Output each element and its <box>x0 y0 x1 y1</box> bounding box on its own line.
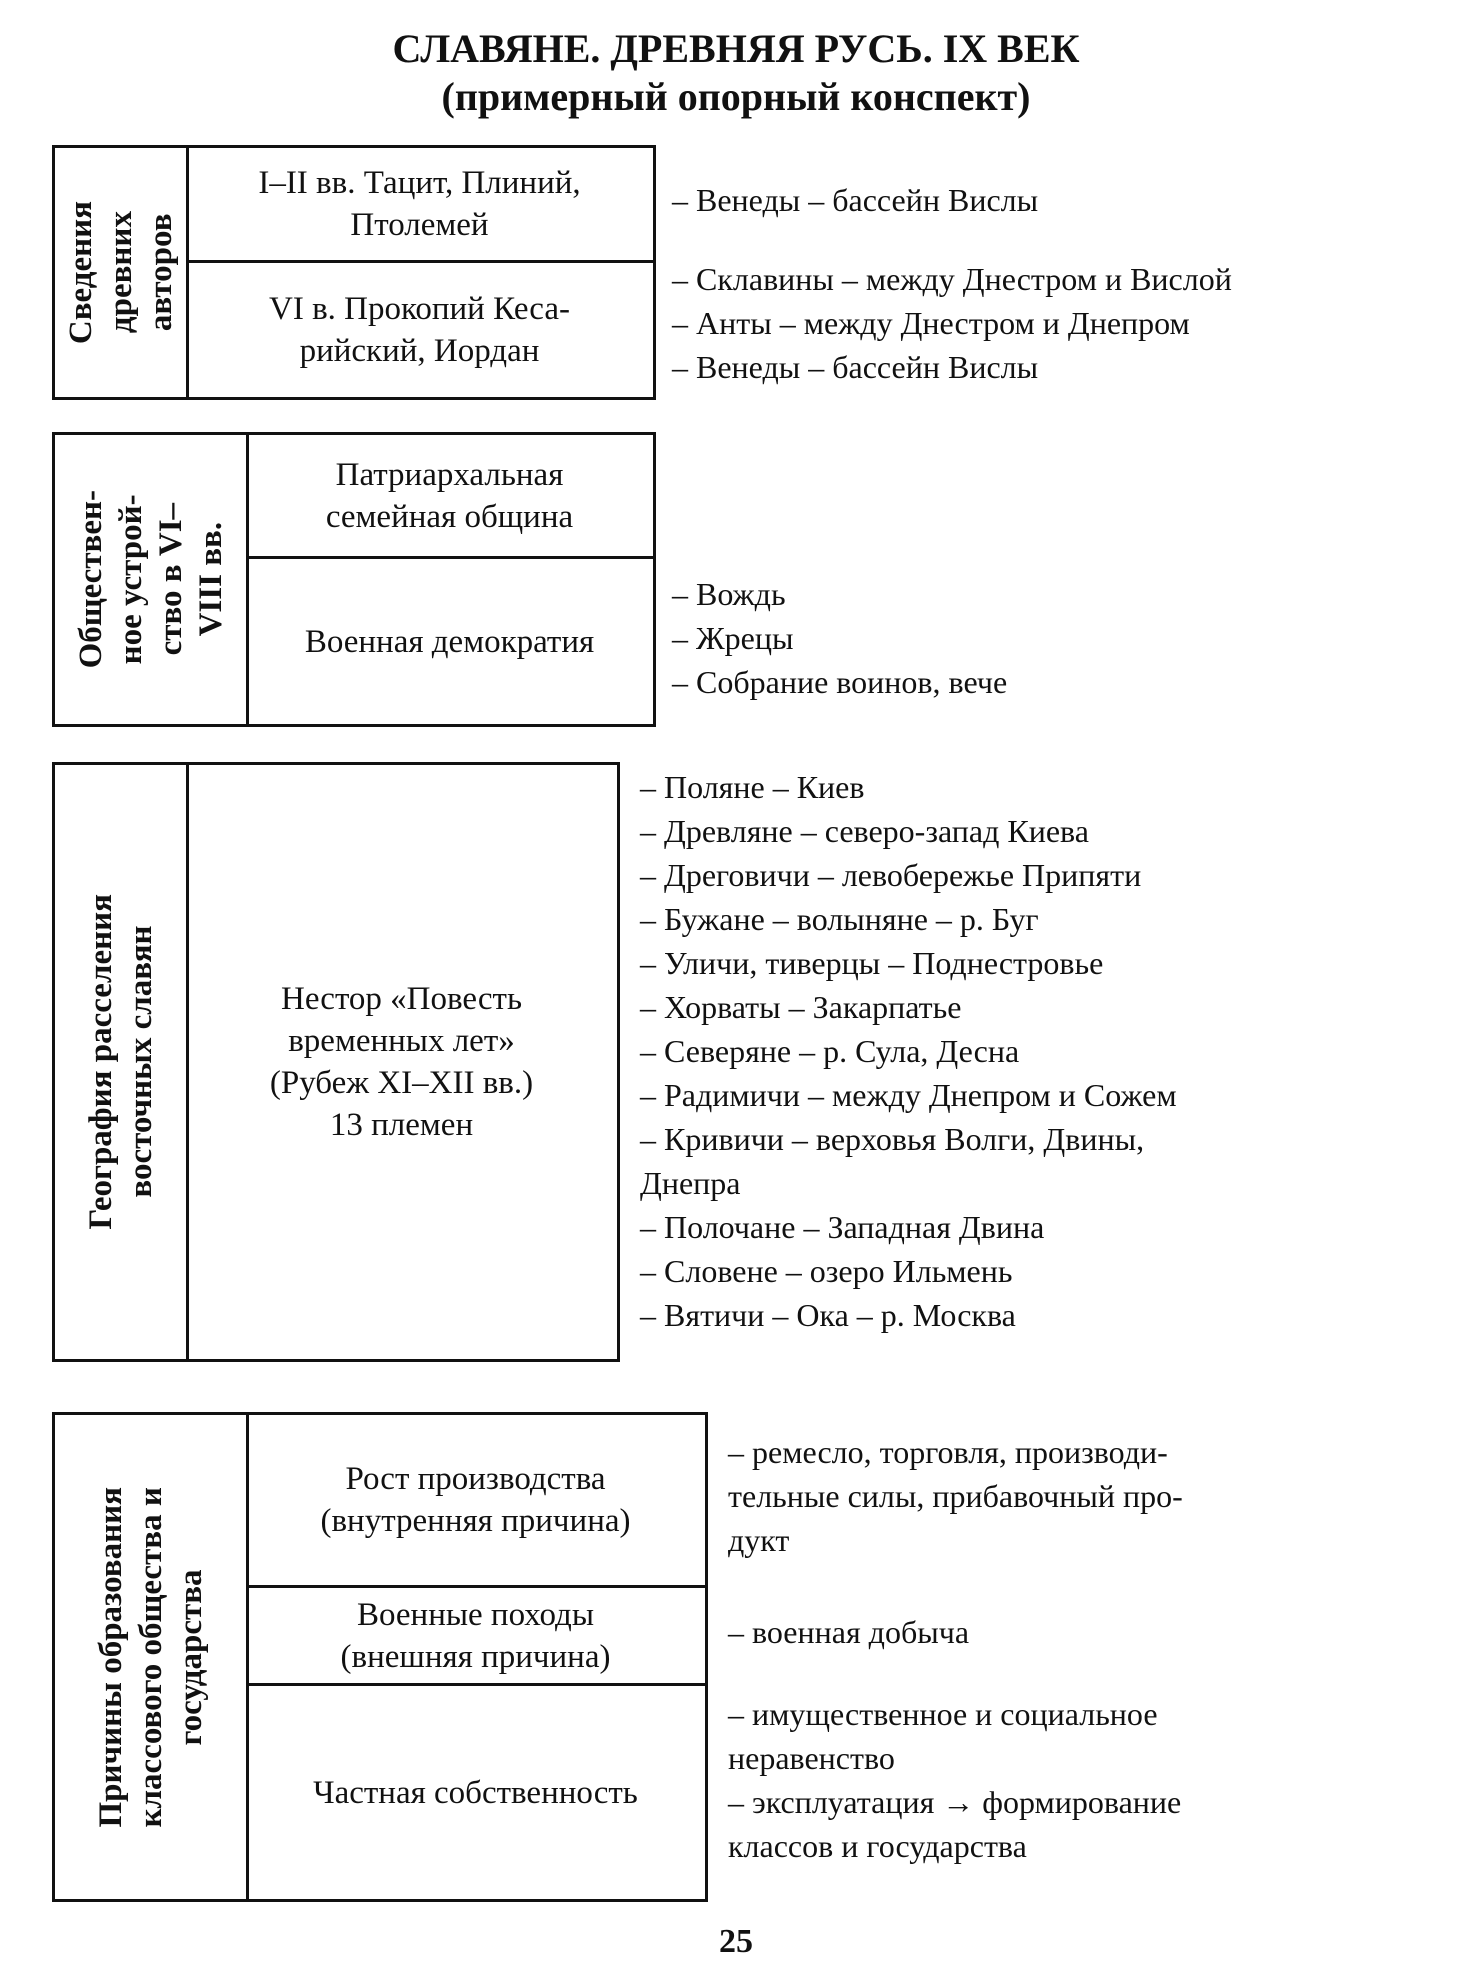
authors-notes-row2: – Склавины – между Днестром и Вислой – Анты – между Днестром и Днепром – Венеды – бассейн Вислы <box>672 261 1232 385</box>
military-democracy-cell: Военная демократия <box>304 623 595 660</box>
patriarchal-community-cell: Патриархальная семейная община <box>246 435 653 559</box>
social-structure-box <box>52 432 656 727</box>
social-structure-notes: – Вождь – Жрецы – Собрание воинов, вече <box>672 576 1008 700</box>
state-formation-heading: Причины образования классового общества и государства <box>92 1486 209 1828</box>
ancient-authors-heading-cell <box>55 148 189 397</box>
military-campaigns-cell: Военные походы (внешняя причина) <box>246 1588 705 1686</box>
ancient-authors-heading: Сведения древних авторов <box>62 200 179 345</box>
military-campaigns-notes: – военная добыча <box>728 1614 970 1650</box>
authors-notes-row1: – Венеды – бассейн Вислы <box>672 182 1039 218</box>
settlement-geography-heading: География расселения восточных славян <box>82 894 159 1230</box>
ancient-authors-box <box>52 145 656 400</box>
page-subtitle: (примерный опорный конспект) <box>441 74 1031 119</box>
private-property-cell: Частная собственность <box>313 1774 638 1811</box>
tribes-list: – Поляне – Киев – Древляне – северо-запад Киева – Дреговичи – левобережье Припяти – Бужане – волыняне – р. Буг – Уличи, тиверцы – Поднестровье – Хорваты – Закарпатье – Северяне – р. Сула, Десна – Радимичи – между Днепром и Сожем – Кривичи – верховья Волги, Двины, Днепра – Полочане – Западная Двина – Словене – озеро Ильмень – Вятичи – Ока – р. Москва <box>640 769 1177 1333</box>
social-structure-heading-cell <box>55 435 249 724</box>
settlement-geography-heading-cell <box>55 765 189 1359</box>
settlement-geography-box <box>52 762 620 1362</box>
private-property-notes: – имущественное и социальное неравенство – эксплуатация → формирование классов и государства <box>728 1696 1182 1864</box>
nestor-chronicle-cell: Нестор «Повесть временных лет» (Рубеж XI–XII вв.) 13 племен <box>269 981 534 1143</box>
page-title: СЛАВЯНЕ. ДРЕВНЯЯ РУСЬ. IX ВЕК <box>392 26 1080 71</box>
production-growth-notes: – ремесло, торговля, производи- тельные силы, прибавочный про- дукт <box>728 1434 1183 1558</box>
state-formation-box <box>52 1412 708 1902</box>
authors-row-1-2-century: I–II вв. Тацит, Плиний, Птолемей <box>186 148 653 263</box>
social-structure-heading: Обществен- ное устрой- ство в VI– VIII вв. <box>72 490 229 669</box>
state-formation-heading-cell <box>55 1415 249 1899</box>
page-number: 25 <box>719 1923 753 1960</box>
production-growth-cell: Рост производства (внутренняя причина) <box>246 1415 705 1588</box>
authors-row-6-century: VI в. Прокопий Кеса- рийский, Иордан <box>269 291 570 369</box>
